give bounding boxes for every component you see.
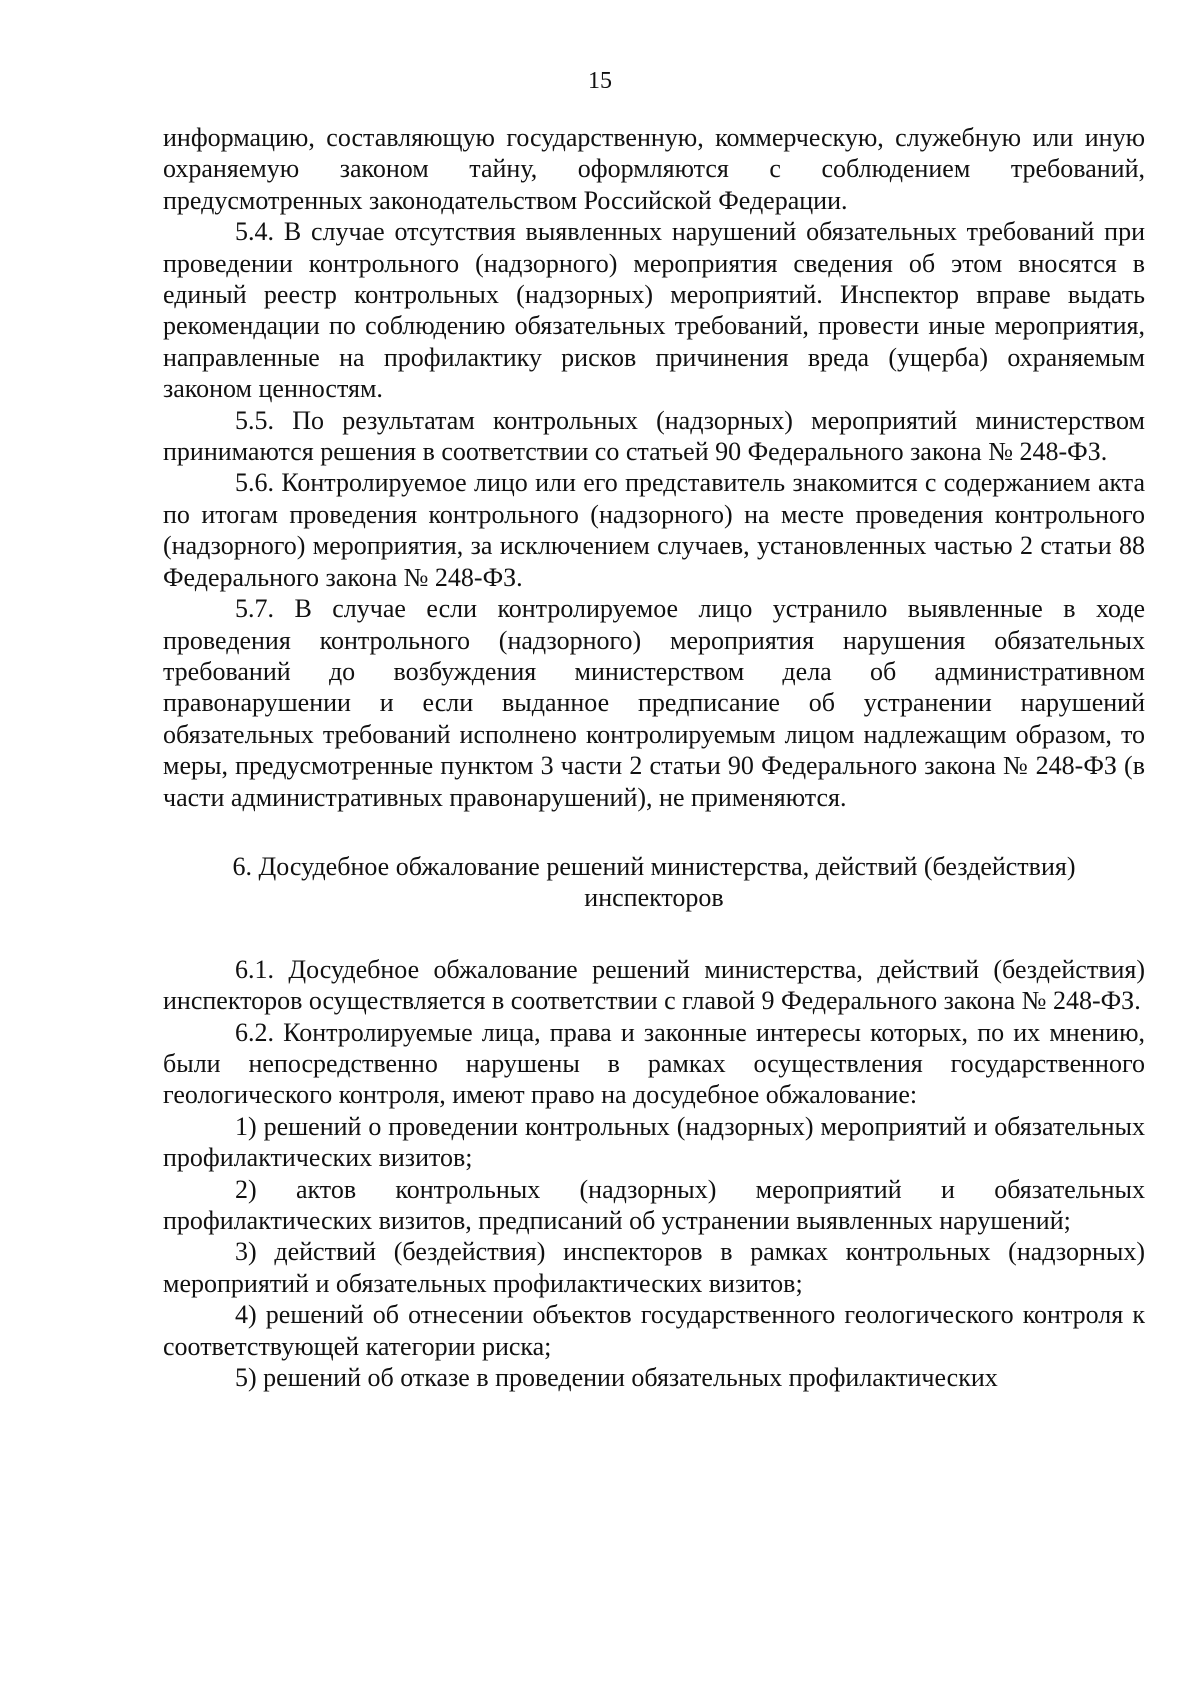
section-heading-6: 6. Досудебное обжалование решений министерства, действий (бездействия) инспекторов [232,851,1076,913]
list-item-1: 1) решений о проведении контрольных (надзорных) мероприятий и обязательных профилактических визитов; [163,1111,1145,1173]
page-number: 15 [588,68,612,94]
paragraph-5-4: 5.4. В случае отсутствия выявленных нарушений обязательных требований при проведении контрольного (надзорного) мероприятия сведения об этом вносятся в единый реестр контрольных (надзорных) мероприятий. Инспектор вправе выдать рекомендации по соблюдению обязательных требований, провести иные мероприятия, направленные на профилактику рисков причинения вреда (ущерба) охраняемым законом ценностям. [163,217,1145,404]
paragraph-5-5: 5.5. По результатам контрольных (надзорных) мероприятий министерством принимаются решения в соответствии со статьей 90 Федерального закона № 248-ФЗ. [163,405,1145,467]
paragraph-5-7: 5.7. В случае если контролируемое лицо устранило выявленные в ходе проведения контрольного (надзорного) мероприятия нарушения обязательных требований до возбуждения министерством дела об административном правонарушении и если выданное предписание об устранении нарушений обязательных требований исполнено контролируемым лицом надлежащим образом, то меры, предусмотренные пунктом 3 части 2 статьи 90 Федерального закона № 248-ФЗ (в части административных правонарушений), не применяются. [163,594,1145,812]
paragraph-5-6: 5.6. Контролируемое лицо или его представитель знакомится с содержанием акта по итогам проведения контрольного (надзорного) на месте проведения контрольного (надзорного) мероприятия, за исключением случаев, установленных частью 2 статьи 88 Федерального закона № 248-ФЗ. [163,468,1145,592]
list-item-3: 3) действий (бездействия) инспекторов в рамках контрольных (надзорных) мероприятий и обязательных профилактических визитов; [163,1237,1145,1298]
list-item-2: 2) актов контрольных (надзорных) мероприятий и обязательных профилактических визитов, предписаний об устранении выявленных нарушений; [163,1174,1145,1235]
paragraph-continuation: информацию, составляющую государственную, коммерческую, служебную или иную охраняемую законом тайну, оформляются с соблюдением требований, предусмотренных законодательством Российской Федерации. [163,123,1145,215]
list-item-4: 4) решений об отнесении объектов государственного геологического контроля к соответствующей категории риска; [163,1300,1145,1361]
document-body [163,122,1145,1393]
list-item-5: 5) решений об отказе в проведении обязательных профилактических [235,1363,998,1393]
paragraph-6-2: 6.2. Контролируемые лица, права и законные интересы которых, по их мнению, были непосредственно нарушены в рамках осуществления государственного геологического контроля, имеют право на досудебное обжалование: [163,1017,1145,1110]
paragraph-6-1: 6.1. Досудебное обжалование решений министерства, действий (бездействия) инспекторов осуществляется в соответствии с главой 9 Федерального закона № 248-ФЗ. [163,954,1145,1016]
